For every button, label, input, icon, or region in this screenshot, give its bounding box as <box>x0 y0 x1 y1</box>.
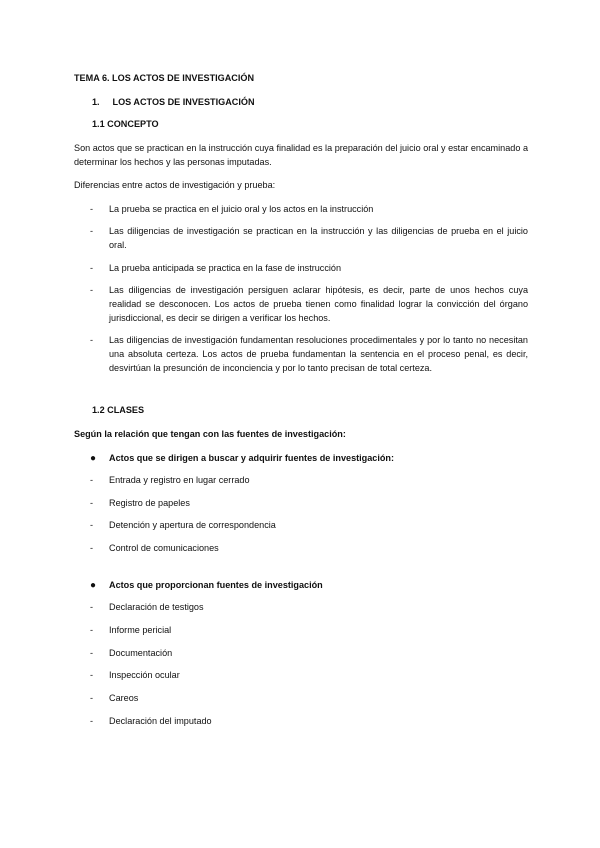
dash-mark: - <box>90 543 94 554</box>
section-1-1-heading: 1.1 CONCEPTO <box>92 119 159 130</box>
list-item-text: Declaración de testigos <box>109 602 204 613</box>
list-item-text: La prueba anticipada se practica en la fase de instrucción <box>109 262 342 273</box>
list-item-text: Declaración del imputado <box>109 715 212 726</box>
list-item <box>74 669 528 683</box>
list-item <box>74 262 528 276</box>
dash-mark: - <box>90 692 94 703</box>
list-item-text: Control de comunicaciones <box>109 543 219 554</box>
list-item-text: Inspección ocular <box>109 670 180 681</box>
list-item <box>74 225 528 252</box>
list-item <box>74 474 528 488</box>
list-item <box>74 624 528 638</box>
section-1-heading <box>92 96 528 110</box>
list-item <box>74 601 528 615</box>
list-item <box>74 334 528 375</box>
list-item-text: La prueba se practica en el juicio oral y los actos en la instrucción <box>109 203 374 214</box>
classes-intro: Según la relación que tengan con las fuentes de investigación: <box>74 428 346 439</box>
dash-mark: - <box>90 262 94 273</box>
list-item <box>74 715 528 729</box>
dash-mark: - <box>90 226 94 237</box>
concept-paragraph: Son actos que se practican en la instrucción cuya finalidad es la preparación del juicio oral y estar encaminado a determinar los hechos y las personas imputadas. <box>74 142 528 167</box>
list-item-text: Las diligencias de investigación persiguen aclarar hipótesis, es decir, parte de unos hechos cuya realidad se desconocen. Los actos de prueba tienen como finalidad lograr la convicción del órgano jurisdiccional, es decir se dirigen a verificar los hechos. <box>109 285 528 323</box>
dash-mark: - <box>90 715 94 726</box>
group-2-heading <box>74 579 528 593</box>
section-1-title: LOS ACTOS DE INVESTIGACIÓN <box>112 96 255 107</box>
differences-intro: Diferencias entre actos de investigación y prueba: <box>74 180 276 191</box>
group-1-title: Actos que se dirigen a buscar y adquirir fuentes de investigación: <box>109 452 395 463</box>
list-item <box>74 647 528 661</box>
list-item-text: Entrada y registro en lugar cerrado <box>109 475 250 486</box>
list-item <box>74 692 528 706</box>
list-item-text: Las diligencias de investigación se practican en la instrucción y las diligencias de prueba en el juicio oral. <box>109 226 528 251</box>
list-item <box>74 542 528 556</box>
list-item-text: Detención y apertura de correspondencia <box>109 520 276 531</box>
dash-mark: - <box>90 335 94 346</box>
section-1-number: 1. <box>92 96 100 107</box>
group-1-list <box>74 474 528 556</box>
list-item <box>74 203 528 217</box>
list-item-text: Las diligencias de investigación fundamentan resoluciones procedimentales y por lo tanto no necesitan una absoluta certeza. Los actos de prueba fundamentan la sentencia en el proceso penal, es decir, desvirtúan la presunción de inconciencia y por lo tanto precisan de total certeza. <box>109 335 528 373</box>
group-2-list <box>74 601 528 728</box>
dash-mark: - <box>90 475 94 486</box>
dash-mark: - <box>90 520 94 531</box>
list-item-text: Documentación <box>109 647 173 658</box>
section-1-2-heading: 1.2 CLASES <box>92 405 145 416</box>
group-2-title: Actos que proporcionan fuentes de investigación <box>109 579 323 590</box>
group-1-heading <box>74 452 528 466</box>
list-item-text: Registro de papeles <box>109 497 190 508</box>
list-item <box>74 284 528 325</box>
dash-mark: - <box>90 647 94 658</box>
dash-mark: - <box>90 285 94 296</box>
differences-list <box>74 203 528 375</box>
dash-mark: - <box>90 602 94 613</box>
list-item-text: Informe pericial <box>109 625 172 636</box>
bullet-mark: ● <box>90 452 97 464</box>
dash-mark: - <box>90 625 94 636</box>
dash-mark: - <box>90 497 94 508</box>
list-item <box>74 519 528 533</box>
list-item <box>74 497 528 511</box>
document-page <box>74 72 528 737</box>
document-title: TEMA 6. LOS ACTOS DE INVESTIGACIÓN <box>74 73 255 83</box>
list-item-text: Careos <box>109 692 139 703</box>
dash-mark: - <box>90 203 94 214</box>
bullet-mark: ● <box>90 579 97 591</box>
dash-mark: - <box>90 670 94 681</box>
